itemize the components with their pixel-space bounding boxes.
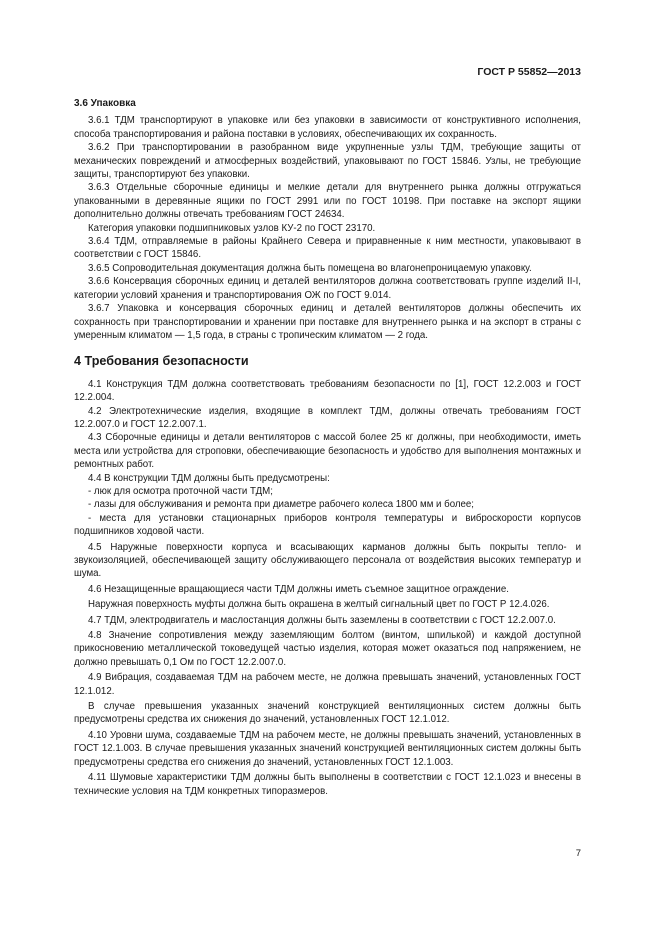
paragraph-3-6-3: 3.6.3 Отдельные сборочные единицы и мелкие детали для внутреннего рынка должны отгружаться упакованными в деревянные ящики по ГОСТ 2991 или по ГОСТ 10198. При поставке на экспорт ящики дополнительно должны отвечать требованиям ГОСТ 24634. — [74, 182, 581, 221]
page-number: 7 — [575, 848, 581, 859]
paragraph-4-5: 4.5 Наружные поверхности корпуса и всасывающих карманов должны быть покрыты тепло- и звукоизоляцией, обеспечивающей защиту обслуживающего персонала от воздействия высоких температур и шума. — [74, 541, 581, 580]
document-header: ГОСТ Р 55852—2013 — [477, 66, 581, 78]
section-4-title: 4 Требования безопасности — [74, 354, 249, 369]
paragraph-4-4: 4.4 В конструкции ТДМ должны быть предусмотрены: — [88, 472, 330, 484]
paragraph-4-6: 4.6 Незащищенные вращающиеся части ТДМ должны иметь съемное защитное ограждение. — [88, 583, 509, 595]
paragraph-3-6-3-note: Категория упаковки подшипниковых узлов КУ-2 по ГОСТ 23170. — [88, 222, 376, 234]
paragraph-4-8: 4.8 Значение сопротивления между заземляющим болтом (винтом, шпилькой) и каждой доступной прикосновению металлической токоведущей частью изделия, которая может оказаться под напряжением, не должно превышать 0,1 Ом по ГОСТ 12.2.007.0. — [74, 630, 581, 668]
paragraph-3-6-2: 3.6.2 При транспортировании в разобранном виде укрупненные узлы ТДМ, требующие защиты от механических повреждений и атмосферных воздействий, упаковывают по ГОСТ 15846. Узлы, не требующие защиты, транспортируют без упаковки. — [74, 142, 581, 181]
paragraph-4-10: 4.10 Уровни шума, создаваемые ТДМ на рабочем месте, не должны превышать значений, установленных в ГОСТ 12.1.003. В случае превышения указанных значений конструкцией вентиляционных систем должны быть предусмотрены средства его снижения до значений, установленных ГОСТ 12.1.003. — [74, 729, 581, 768]
paragraph-3-6-4: 3.6.4 ТДМ, отправляемые в районы Крайнего Севера и приравненные к ним местности, упаковывают в соответствии с ГОСТ 15846. — [74, 236, 581, 261]
paragraph-3-6-7: 3.6.7 Упаковка и консервация сборочных единиц и деталей вентиляторов должны обеспечить их сохранность при транспортировании и хранении при поставке для внутреннего рынка и на экспорт в страны с умеренным климатом — 1,5 года, в страны с тропическим климатом — 2 года. — [74, 303, 581, 341]
paragraph-4-9-note: В случае превышения указанных значений конструкцией вентиляционных систем должны быть предусмотрены средства их снижения до значений, установленных ГОСТ 12.1.012. — [74, 701, 581, 726]
paragraph-4-6-note: Наружная поверхность муфты должна быть окрашена в желтый сигнальный цвет по ГОСТ Р 12.4.026. — [88, 599, 550, 611]
document-body — [74, 97, 581, 798]
list-item: - места для установки стационарных приборов контроля температуры и виброскорости корпусов подшипников ходовой части. — [74, 512, 581, 538]
list-item: - лазы для обслуживания и ремонта при диаметре рабочего колеса 1800 мм и более; — [88, 499, 474, 511]
paragraph-4-3: 4.3 Сборочные единицы и детали вентиляторов с массой более 25 кг должны, при необходимости, иметь места или устройства для строповки, обеспечивающие безопасность и удобство для выполнения монтажных и ремонтных работ. — [74, 432, 581, 471]
paragraph-3-6-1: 3.6.1 ТДМ транспортируют в упаковке или без упаковки в зависимости от конструктивного исполнения, способа транспортирования и района поставки в условиях, обеспечивающих их сохранность. — [74, 115, 581, 140]
paragraph-4-1: 4.1 Конструкция ТДМ должна соответствовать требованиям безопасности по [1], ГОСТ 12.2.003 и ГОСТ 12.2.004. — [74, 378, 581, 404]
paragraph-4-2: 4.2 Электротехнические изделия, входящие в комплект ТДМ, должны отвечать требованиям ГОСТ 12.2.007.0 и ГОСТ 12.2.007.1. — [74, 405, 581, 430]
paragraph-3-6-6: 3.6.6 Консервация сборочных единиц и деталей вентиляторов должна соответствовать группе изделий II-I, категории условий хранения и транспортирования ОЖ по ГОСТ 9.014. — [74, 276, 581, 301]
section-3-6-title: 3.6 Упаковка — [74, 98, 136, 109]
paragraph-4-7: 4.7 ТДМ, электродвигатель и маслостанция должны быть заземлены в соответствии с ГОСТ 12.2.007.0. — [88, 614, 556, 626]
list-item: - люк для осмотра проточной части ТДМ; — [88, 485, 273, 497]
paragraph-4-9: 4.9 Вибрация, создаваемая ТДМ на рабочем месте, не должна превышать значений, установленных ГОСТ 12.1.012. — [74, 672, 581, 697]
paragraph-3-6-5: 3.6.5 Сопроводительная документация должна быть помещена во влагонепроницаемую упаковку. — [88, 262, 532, 274]
paragraph-4-11: 4.11 Шумовые характеристики ТДМ должны быть выполнены в соответствии с ГОСТ 12.1.023 и внесены в технические условия на ТДМ конкретных типоразмеров. — [74, 772, 581, 797]
